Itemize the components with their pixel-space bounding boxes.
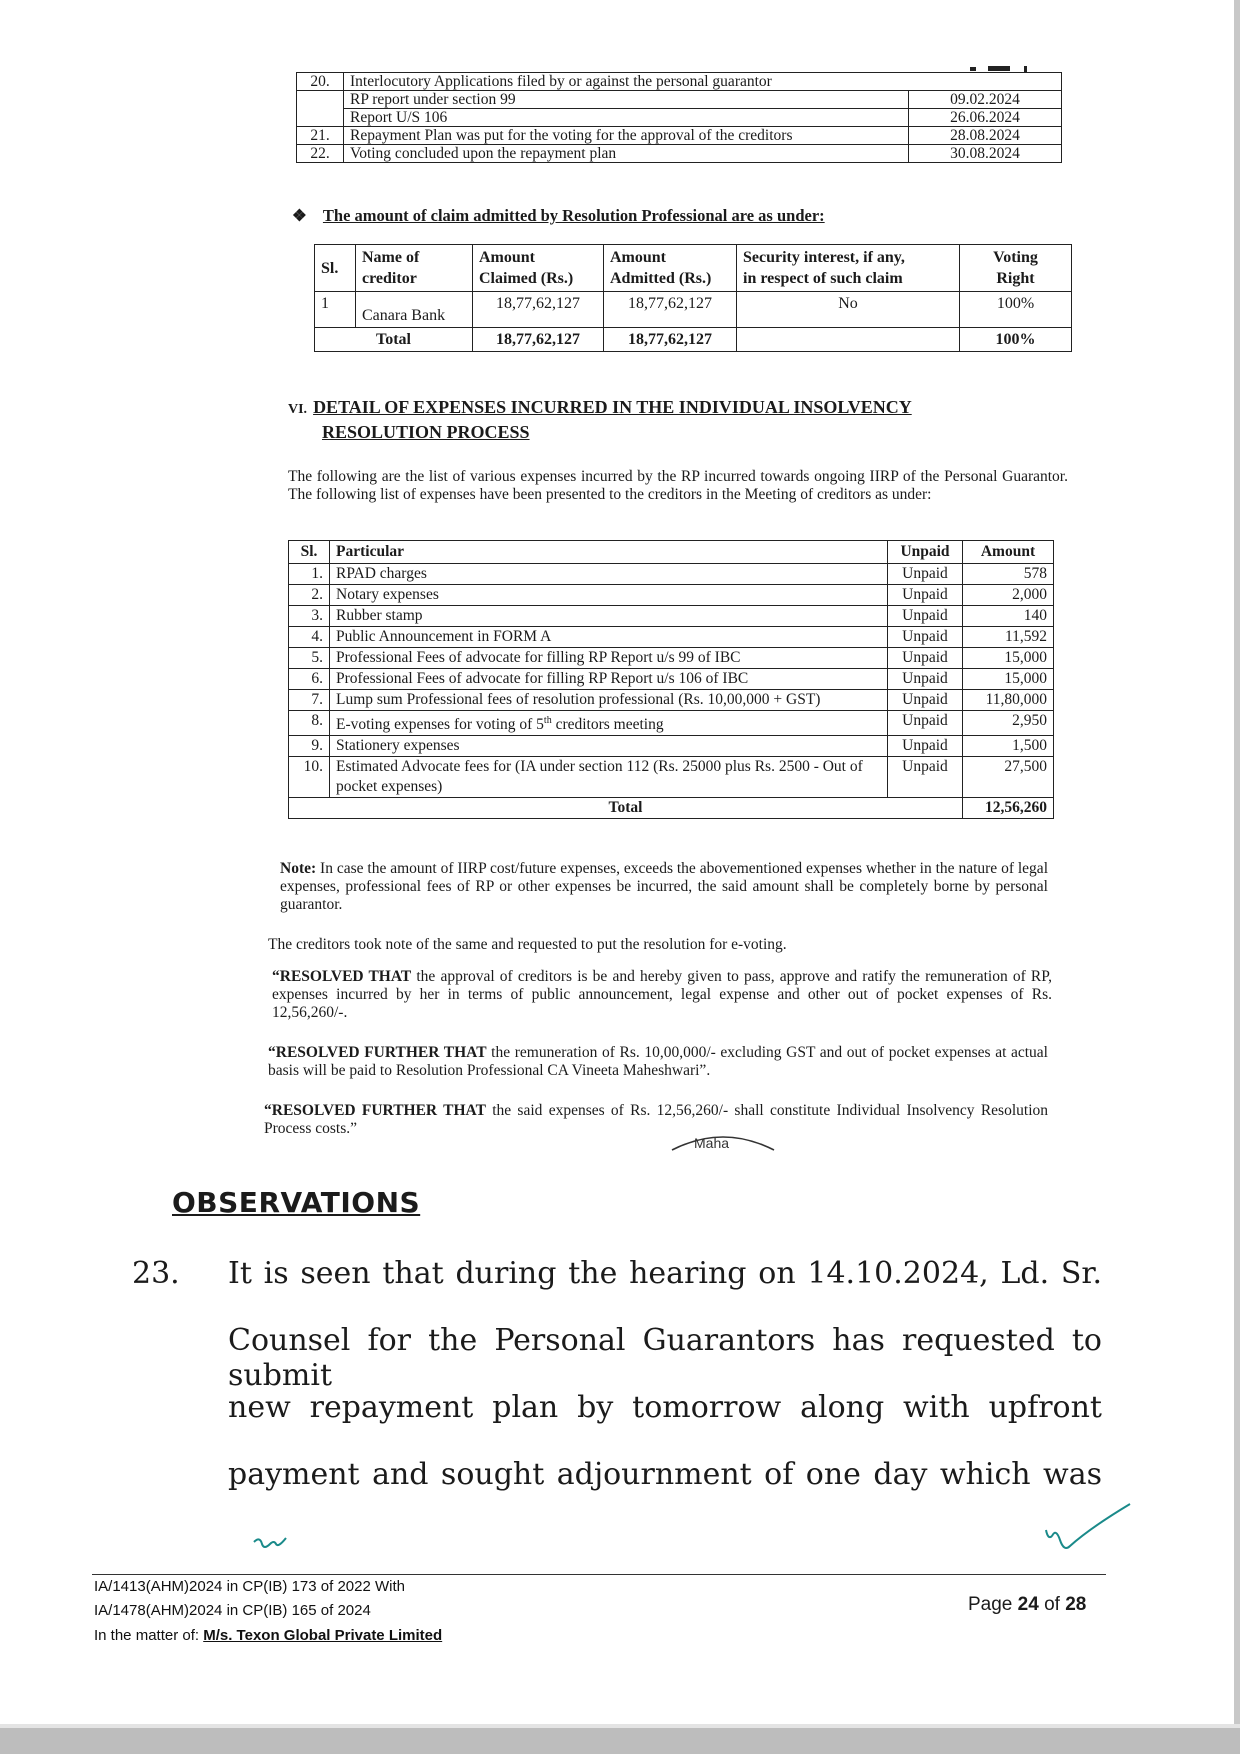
cell-status: Unpaid (888, 648, 963, 669)
cell-status: Unpaid (888, 711, 963, 736)
paragraph-number: 23. (132, 1256, 180, 1291)
cell-admitted: 18,77,62,127 (604, 292, 737, 328)
observation-line: new repayment plan by tomorrow along with upfront (228, 1390, 1102, 1425)
cell-sl: 2. (289, 585, 330, 606)
row-date: 09.02.2024 (909, 91, 1062, 109)
total-admitted: 18,77,62,127 (604, 328, 737, 352)
cell-sl: 6. (289, 669, 330, 690)
footer-divider (92, 1574, 1106, 1575)
section-intro: The following are the list of various expenses incurred by the RP incurred towards ongoing IIRP of the Personal Guarantor. The following list of expenses have been presented to the creditors in the Meeting of creditors as under: (288, 468, 1068, 503)
cell-status: Unpaid (888, 690, 963, 711)
expenses-table (288, 540, 1054, 819)
table-header-row (289, 541, 1054, 564)
cell-particular: Rubber stamp (330, 606, 888, 627)
cell-amount: 140 (963, 606, 1054, 627)
row-number (297, 91, 344, 127)
table-row (289, 606, 1054, 627)
cell-sl: 10. (289, 757, 330, 798)
resolution-lead: “RESOLVED THAT (272, 968, 412, 985)
total-label: Total (289, 798, 963, 819)
claims-table (314, 244, 1072, 352)
cell-status: Unpaid (888, 585, 963, 606)
claims-heading-text: The amount of claim admitted by Resolution Professional are as under: (322, 206, 825, 225)
cell-sl: 4. (289, 627, 330, 648)
matter-name: M/s. Texon Global Private Limited (203, 1627, 443, 1644)
resolution-3 (264, 1102, 1048, 1138)
table-row (289, 627, 1054, 648)
cell-sl: 1. (289, 564, 330, 585)
total-security (737, 328, 960, 352)
header-amount: Amount (963, 541, 1054, 564)
cell-sl: 1 (315, 292, 356, 328)
cell-status: Unpaid (888, 736, 963, 757)
table-row (297, 109, 1062, 127)
total-voting: 100% (960, 328, 1072, 352)
cell-creditor: Canara Bank (356, 292, 473, 328)
cell-particular: Notary expenses (330, 585, 888, 606)
cell-status: Unpaid (888, 669, 963, 690)
header-claimed: Amount Claimed (Rs.) (473, 245, 604, 292)
total-label: Total (315, 328, 473, 352)
cell-amount: 15,000 (963, 669, 1054, 690)
scan-bottom-edge (0, 1728, 1240, 1754)
claims-heading (292, 206, 825, 226)
seal-stamp-fragment (668, 1130, 778, 1152)
resolution-text: the said expenses of Rs. 12,56,260/- shall constitute Individual Insolvency Resolution Process costs.” (264, 1102, 1048, 1137)
initial-signature-right (1040, 1500, 1136, 1556)
table-row (289, 669, 1054, 690)
cell-amount: 2,000 (963, 585, 1054, 606)
total-row (315, 328, 1072, 352)
initial-signature-left (252, 1532, 288, 1554)
matter-prefix: In the matter of: (94, 1627, 204, 1644)
header-status: Unpaid (888, 541, 963, 564)
table-row (297, 73, 1062, 91)
table-row (289, 711, 1054, 736)
case-ref-line-1: IA/1413(AHM)2024 in CP(IB) 173 of 2022 With (94, 1578, 405, 1595)
header-voting: Voting Right (960, 245, 1072, 292)
resolution-text: the remuneration of Rs. 10,00,000/- excluding GST and out of pocket expenses at actual basis will be paid to Resolution Professional CA Vineeta Maheshwari”. (268, 1044, 1048, 1079)
table-header-row (315, 245, 1072, 292)
table-row (289, 757, 1054, 798)
header-admitted: Amount Admitted (Rs.) (604, 245, 737, 292)
cell-claimed: 18,77,62,127 (473, 292, 604, 328)
table-row (289, 564, 1054, 585)
page-prefix: Page (968, 1594, 1018, 1615)
cell-particular: Lump sum Professional fees of resolution professional (Rs. 10,00,000 + GST) (330, 690, 888, 711)
row-number: 20. (297, 73, 344, 91)
row-date: 28.08.2024 (909, 127, 1062, 145)
scan-edge (1234, 0, 1240, 1754)
section-title-line-1: DETAIL OF EXPENSES INCURRED IN THE INDIVIDUAL INSOLVENCY (313, 397, 912, 417)
cell-amount: 27,500 (963, 757, 1054, 798)
table-row (297, 91, 1062, 109)
cell-status: Unpaid (888, 757, 963, 798)
creditors-note: The creditors took note of the same and requested to put the resolution for e-voting. (268, 936, 787, 953)
table-row (289, 648, 1054, 669)
section-number: VI. (288, 402, 308, 417)
cell-security: No (737, 292, 960, 328)
table-row (289, 585, 1054, 606)
resolution-lead: “RESOLVED FURTHER THAT (264, 1102, 486, 1119)
timeline-table (296, 72, 1062, 163)
cell-sl: 8. (289, 711, 330, 736)
cell-particular: E-voting expenses for voting of 5th creditors meeting (330, 711, 888, 736)
row-event: RP report under section 99 (344, 91, 909, 109)
row-date: 26.06.2024 (909, 109, 1062, 127)
header-particular: Particular (330, 541, 888, 564)
cell-sl: 9. (289, 736, 330, 757)
cell-particular: Professional Fees of advocate for filling RP Report u/s 106 of IBC (330, 669, 888, 690)
cell-amount: 11,80,000 (963, 690, 1054, 711)
total-row (289, 798, 1054, 819)
section-vi-heading (288, 396, 912, 443)
matter-line (94, 1627, 442, 1644)
cell-particular: Estimated Advocate fees for (IA under section 112 (Rs. 25000 plus Rs. 2500 - Out of pocket expenses) (330, 757, 888, 798)
observation-line: payment and sought adjournment of one day which was (228, 1457, 1102, 1492)
cell-amount: 1,500 (963, 736, 1054, 757)
row-event: Interlocutory Applications filed by or against the personal guarantor (344, 73, 1062, 91)
cell-sl: 7. (289, 690, 330, 711)
note-label: Note: (280, 860, 317, 877)
row-event: Report U/S 106 (344, 109, 909, 127)
cell-voting: 100% (960, 292, 1072, 328)
header-sl: Sl. (315, 245, 356, 292)
page-current: 24 (1017, 1594, 1039, 1615)
cell-particular: Stationery expenses (330, 736, 888, 757)
observation-line: Counsel for the Personal Guarantors has requested to submit (228, 1323, 1102, 1393)
row-event: Repayment Plan was put for the voting for the approval of the creditors (344, 127, 909, 145)
total-amount: 12,56,260 (963, 798, 1054, 819)
header-security: Security interest, if any, in respect of such claim (737, 245, 960, 292)
table-row (315, 292, 1072, 328)
row-number: 21. (297, 127, 344, 145)
header-creditor: Name of creditor (356, 245, 473, 292)
cell-particular: Professional Fees of advocate for filling RP Report u/s 99 of IBC (330, 648, 888, 669)
cell-sl: 5. (289, 648, 330, 669)
cell-amount: 15,000 (963, 648, 1054, 669)
table-row (297, 127, 1062, 145)
cell-amount: 11,592 (963, 627, 1054, 648)
resolution-2 (268, 1044, 1048, 1080)
stamp-text: Maha (694, 1135, 730, 1151)
header-sl: Sl. (289, 541, 330, 564)
total-claimed: 18,77,62,127 (473, 328, 604, 352)
page-number (968, 1594, 1086, 1616)
table-row (289, 690, 1054, 711)
cell-status: Unpaid (888, 606, 963, 627)
observations-heading: OBSERVATIONS (172, 1186, 421, 1219)
resolution-1 (268, 968, 1052, 1022)
diamond-bullet-icon: ❖ (292, 206, 307, 225)
row-number: 22. (297, 145, 344, 163)
cell-particular: RPAD charges (330, 564, 888, 585)
cell-particular: Public Announcement in FORM A (330, 627, 888, 648)
table-row (297, 145, 1062, 163)
resolution-lead: “RESOLVED FURTHER THAT (268, 1044, 487, 1061)
cell-amount: 578 (963, 564, 1054, 585)
cell-sl: 3. (289, 606, 330, 627)
page-total: 28 (1065, 1594, 1087, 1615)
table-row (289, 736, 1054, 757)
cell-status: Unpaid (888, 627, 963, 648)
expenses-note (280, 860, 1048, 914)
note-text: In case the amount of IIRP cost/future expenses, exceeds the abovementioned expenses whether in the nature of legal expenses, professional fees of RP or other expenses be incurred, the said amount shall be completely borne by personal guarantor. (280, 860, 1048, 913)
row-event: Voting concluded upon the repayment plan (344, 145, 909, 163)
section-title-line-2: RESOLUTION PROCESS (322, 422, 530, 442)
observation-line: It is seen that during the hearing on 14.10.2024, Ld. Sr. (228, 1256, 1102, 1291)
page-of: of (1038, 1594, 1066, 1615)
cell-status: Unpaid (888, 564, 963, 585)
resolution-text: the approval of creditors is be and hereby given to pass, approve and ratify the remuneration of RP, expenses incurred by her in terms of public announcement, legal expense and other out of pocket expenses of Rs. 12,56,260/-. (272, 968, 1052, 1021)
cell-amount: 2,950 (963, 711, 1054, 736)
row-date: 30.08.2024 (909, 145, 1062, 163)
case-ref-line-2: IA/1478(AHM)2024 in CP(IB) 165 of 2024 (94, 1602, 371, 1619)
